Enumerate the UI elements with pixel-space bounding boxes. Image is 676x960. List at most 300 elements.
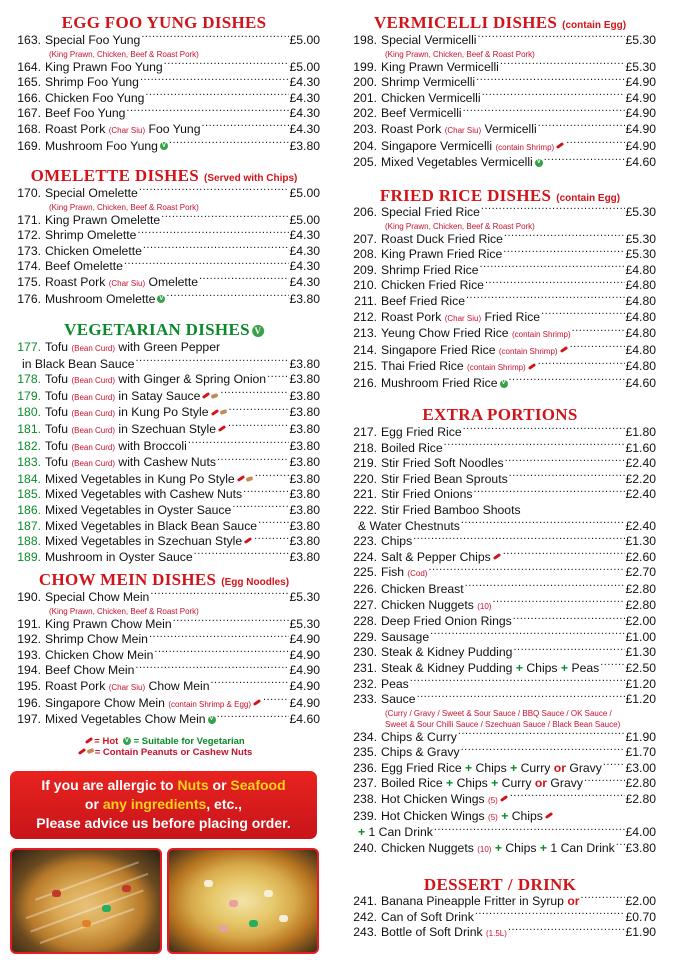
item-number: 170.: [17, 186, 41, 200]
item-price: £4.30: [289, 75, 320, 90]
item-price: £2.80: [625, 776, 656, 791]
item-price: £4.90: [289, 663, 320, 678]
item-price: £3.80: [289, 372, 320, 387]
item-number: 174.: [17, 259, 41, 274]
item-price: £4.30: [289, 90, 320, 105]
item-price: £2.40: [625, 518, 656, 533]
item-name-text: Tofu: [45, 388, 69, 403]
dot-leader: [465, 583, 625, 593]
menu-item: [8, 472, 320, 488]
menu-item: [344, 263, 656, 279]
item-number: 189.: [17, 549, 41, 564]
item-price: £1.70: [625, 745, 656, 760]
item-name-text: Bottle of Soft Drink: [381, 925, 483, 940]
item-name-text: Chicken Foo Yung: [45, 90, 145, 105]
menu-item: [8, 503, 320, 519]
item-name: [45, 696, 262, 713]
item-number: 208.: [353, 247, 377, 262]
dot-leader: [478, 34, 625, 44]
item-price: £4.80: [625, 342, 656, 357]
nut-icon: [245, 475, 253, 481]
item-note: (contain Shrimp): [467, 363, 526, 373]
menu-item: [344, 910, 656, 926]
hot-chili-icon: [85, 737, 93, 744]
item-description: (King Prawn, Chicken, Beef & Roast Pork): [49, 202, 199, 212]
item-price: £1.00: [625, 629, 656, 644]
item-number: 227.: [353, 597, 377, 612]
item-price: £5.30: [625, 205, 656, 219]
dot-leader: [584, 777, 625, 787]
legend: [8, 736, 320, 758]
item-name: [358, 825, 433, 841]
item-note: (Char Siu): [108, 682, 146, 692]
dot-leader: [616, 842, 625, 852]
item-price: £5.00: [289, 59, 320, 74]
hot-chili-icon: [493, 553, 501, 560]
hot-chili-icon: [210, 409, 218, 416]
item-name: [381, 582, 464, 598]
item-name: [381, 232, 503, 248]
dot-leader: [503, 248, 624, 258]
item-number: 200.: [353, 75, 377, 90]
item-description: (Curry / Gravy / Sweet & Sour Sauce / BBQ Sauce / OK Sauce /: [385, 708, 612, 718]
item-name-line2: in Black Bean Sauce: [22, 356, 135, 371]
item-price: £4.60: [289, 712, 320, 727]
item-number: 242.: [353, 909, 377, 924]
item-note: (1.5L): [486, 929, 507, 939]
item-name: [381, 761, 602, 777]
item-name: [381, 33, 477, 49]
item-name2: with Broccoli: [118, 438, 187, 453]
menu-item: [8, 292, 320, 308]
dot-leader: [202, 123, 289, 133]
item-name-text: Shrimp Chow Mein: [45, 632, 148, 647]
vegetarian-icon: V: [501, 379, 506, 386]
dot-leader: [228, 423, 289, 433]
item-price: £2.40: [625, 456, 656, 471]
item-note: (Char Siu): [444, 125, 482, 135]
item-name2: Chips: [475, 760, 507, 775]
legend-nuts: = Contain Peanuts or Cashew Nuts: [94, 747, 253, 758]
item-number: 204.: [353, 138, 377, 153]
item-price: £2.50: [625, 660, 656, 675]
item-name: [381, 534, 412, 550]
dot-leader: [513, 615, 625, 625]
item-number: 180.: [17, 405, 41, 420]
item-price: £4.80: [625, 278, 656, 293]
menu-item: [8, 455, 320, 472]
item-name-text: Mixed Vegetables in Black Bean Sauce: [45, 518, 258, 533]
item-name: [45, 534, 253, 550]
item-name: [45, 186, 138, 202]
item-number: 207.: [353, 231, 377, 246]
item-number: 185.: [17, 487, 41, 502]
item-name-text: Special Omelette: [45, 186, 138, 200]
vegetarian-icon: V: [252, 325, 264, 337]
menu-item: [8, 259, 320, 275]
item-plus2: +: [539, 840, 548, 855]
item-name2: Chow Mein: [148, 678, 210, 693]
dot-leader: [581, 895, 625, 905]
item-price: £3.80: [289, 138, 320, 153]
dot-leader: [510, 793, 625, 803]
dot-leader: [173, 618, 289, 628]
item-number: 175.: [17, 274, 41, 289]
dot-leader: [444, 442, 625, 452]
menu-item: [344, 310, 656, 327]
item-number: 184.: [17, 471, 41, 486]
item-price: £4.80: [625, 262, 656, 277]
dot-leader: [458, 731, 625, 741]
item-price: £1.30: [625, 534, 656, 549]
item-note: (5): [488, 812, 498, 822]
item-number: 167.: [17, 106, 41, 121]
item-name2: with Cashew Nuts: [118, 455, 216, 470]
item-note: (Bean Curd): [71, 344, 116, 353]
item-price: £5.00: [289, 212, 320, 227]
dot-leader: [254, 535, 288, 545]
item-note: (Char Siu): [444, 313, 482, 323]
item-number: 179.: [17, 388, 41, 403]
item-price: £3.80: [289, 487, 320, 502]
item-number: 172.: [17, 228, 41, 243]
item-name-text: Tofu: [45, 372, 69, 387]
item-price: £2.40: [625, 487, 656, 502]
item-name-line2: 1 Can Drink: [368, 825, 433, 840]
item-price: £4.90: [289, 632, 320, 647]
legend-vegetarian: = Suitable for Vegetarian: [133, 736, 245, 747]
item-number: 198.: [353, 33, 377, 47]
item-note: (contain Shrimp): [511, 330, 571, 340]
item-number: 191.: [17, 616, 41, 631]
section-heading: [62, 13, 267, 33]
item-number: 212.: [353, 309, 377, 324]
item-name: [45, 519, 257, 535]
item-price: £4.80: [625, 359, 656, 374]
item-name-text: Stir Fried Onions: [381, 487, 473, 502]
item-list: [8, 340, 320, 565]
item-name-text: Stir Fried Bamboo Shoots: [381, 502, 521, 517]
item-price: £4.90: [625, 90, 656, 105]
item-name-text: Hot Chicken Wings: [381, 792, 485, 807]
menu-item: [8, 487, 320, 503]
item-name: [381, 205, 480, 221]
item-name-text: Beef Omelette: [45, 259, 123, 274]
menu-item: [344, 472, 656, 488]
menu-item: [344, 730, 656, 746]
item-name-text: Yeung Chow Fried Rice: [381, 326, 509, 341]
dot-leader: [485, 279, 625, 289]
item-name3: Peas: [571, 660, 600, 675]
item-name-text: Mixed Vegetables Chow Mein: [45, 712, 206, 727]
section-subtitle: (Egg Noodles): [221, 577, 290, 588]
item-number: 239.: [353, 808, 377, 823]
item-number: 219.: [353, 456, 377, 471]
menu-item: [8, 405, 320, 422]
menu-item: [344, 614, 656, 630]
hot-chili-icon: [237, 475, 245, 482]
item-or: or: [567, 894, 580, 908]
item-price: £3.80: [625, 840, 656, 855]
item-or: or: [553, 760, 566, 775]
item-plus1: +: [501, 808, 509, 823]
item-number: 187.: [17, 518, 41, 533]
item-number: 240.: [353, 840, 377, 855]
dot-leader: [463, 107, 625, 117]
item-price: £4.30: [289, 121, 320, 136]
vegetarian-icon: V: [209, 716, 214, 723]
item-price: £5.30: [625, 59, 656, 74]
dot-leader: [544, 156, 625, 166]
dot-leader: [166, 293, 288, 303]
item-price: £5.30: [625, 231, 656, 246]
menu-item: [344, 106, 656, 122]
item-price: £3.80: [289, 388, 320, 403]
dot-leader: [566, 140, 624, 150]
menu-item: [344, 359, 656, 376]
item-number: 241.: [353, 894, 377, 908]
dot-leader: [140, 76, 289, 86]
item-list: [344, 33, 656, 171]
item-name: [381, 456, 504, 472]
item-name-text: Chicken Breast: [381, 581, 464, 596]
menu-item: [8, 696, 320, 713]
vegetarian-icon: V: [161, 142, 166, 149]
dot-leader: [217, 713, 289, 723]
item-price: £2.80: [625, 792, 656, 807]
dot-leader: [570, 344, 625, 354]
item-name2: Chips: [526, 660, 558, 675]
item-price: £1.20: [625, 676, 656, 691]
dot-leader: [267, 373, 288, 383]
item-price: £4.90: [289, 647, 320, 662]
item-note: (contain Shrimp & Egg): [168, 699, 252, 709]
item-name-text: Boiled Rice: [381, 776, 443, 791]
item-price: £1.20: [625, 692, 656, 707]
item-name-text: Hot Chicken Wings: [381, 808, 485, 823]
item-plus1: +: [515, 660, 523, 675]
item-description: (King Prawn, Chicken, Beef & Roast Pork): [49, 49, 199, 59]
item-name: [381, 730, 457, 746]
dot-leader: [434, 826, 625, 836]
legend-line-1: [8, 736, 320, 747]
dot-leader: [509, 377, 625, 387]
item-number: 214.: [353, 342, 377, 357]
menu-item: [344, 745, 656, 761]
item-list: [8, 33, 320, 154]
item-name-text: Peas: [381, 676, 409, 691]
dot-leader: [135, 358, 288, 368]
menu-item: [8, 422, 320, 439]
menu-item: [344, 661, 656, 677]
menu-item: [344, 761, 656, 777]
item-name-text: Beef Foo Yung: [45, 106, 126, 121]
menu-item: [8, 534, 320, 550]
item-name: [381, 425, 462, 441]
item-number: 182.: [17, 438, 41, 453]
dot-leader: [137, 229, 288, 239]
section-subtitle: (contain Egg): [556, 193, 621, 204]
item-name2: in Kung Po Style: [118, 405, 209, 420]
menu-item: [8, 213, 320, 229]
item-name: [45, 389, 219, 406]
menu-item: [344, 232, 656, 248]
section-heading: [31, 166, 298, 186]
section-title: VEGETARIAN DISHES: [64, 320, 250, 339]
dot-leader: [169, 140, 289, 150]
item-name: [45, 75, 139, 91]
menu-item: [344, 825, 656, 841]
item-name-text: Chicken Vermicelli: [381, 90, 481, 105]
item-number: 168.: [17, 121, 41, 136]
item-name: [381, 472, 508, 488]
menu-item: [8, 33, 320, 49]
item-name-text: Fish: [381, 565, 405, 580]
item-name: [381, 565, 427, 582]
dot-leader: [473, 488, 624, 498]
menu-item: [8, 632, 320, 648]
item-name: [45, 679, 210, 696]
item-name-text: Roast Pork: [45, 274, 106, 289]
item-name: [381, 925, 507, 942]
section-title: EGG FOO YUNG DISHES: [61, 13, 267, 32]
menu-item: [8, 372, 320, 389]
item-price: £2.00: [625, 894, 656, 908]
item-number: 169.: [17, 138, 41, 153]
item-name-text: Stir Fried Soft Noodles: [381, 456, 504, 471]
dot-leader: [428, 566, 624, 576]
item-name: [381, 809, 554, 826]
dot-leader: [476, 76, 624, 86]
item-number: 218.: [353, 440, 377, 455]
item-name-text: Salt & Pepper Chips: [381, 549, 491, 564]
item-name: [45, 590, 149, 606]
item-name: [45, 632, 148, 648]
dot-leader: [492, 599, 624, 609]
item-name: [45, 244, 142, 260]
item-number: 165.: [17, 75, 41, 90]
allergy-line-2: or any ingredients, etc.,: [84, 796, 243, 812]
menu-item: [344, 582, 656, 598]
section-title: VERMICELLI DISHES: [373, 13, 558, 32]
dot-leader: [188, 440, 289, 450]
item-name4: Gravy: [550, 776, 583, 791]
item-number: 205.: [353, 155, 377, 170]
item-name: [45, 33, 140, 49]
hot-chili-icon: [253, 699, 261, 706]
item-name: [45, 228, 136, 244]
item-name-text: Shrimp Vermicelli: [381, 75, 476, 90]
item-number: 235.: [353, 745, 377, 760]
menu-item: [344, 278, 656, 294]
menu-item: [344, 487, 656, 503]
menu-item: [344, 503, 656, 519]
section-title-2: DRINK: [517, 875, 577, 894]
item-name: [45, 439, 187, 456]
item-price: £1.90: [625, 925, 656, 940]
item-name: [381, 677, 409, 693]
item-note: (Bean Curd): [71, 409, 116, 419]
item-price: £1.60: [625, 440, 656, 455]
item-name: [381, 645, 512, 661]
item-price: £4.90: [625, 106, 656, 121]
dot-leader: [600, 662, 624, 672]
menu-item: [8, 617, 320, 633]
item-name: [381, 745, 460, 761]
item-number: 197.: [17, 712, 41, 727]
item-name: [45, 213, 160, 229]
menu-item: [344, 60, 656, 76]
section-heading: [380, 186, 620, 206]
menu-item: [8, 275, 320, 292]
item-list: [344, 205, 656, 392]
section-heading: [424, 875, 576, 895]
section-title: OMELETTE DISHES: [30, 166, 200, 185]
item-name2: Vermicelli: [484, 121, 537, 136]
item-price: £4.80: [625, 326, 656, 341]
item-price: £3.80: [289, 438, 320, 453]
section-subtitle: (Served with Chips): [204, 173, 298, 184]
menu-item: [344, 925, 656, 942]
item-name: [381, 91, 481, 107]
menu-item: [8, 519, 320, 535]
item-name: [45, 648, 153, 664]
legend-line-2: [8, 747, 320, 758]
dot-leader: [258, 520, 288, 530]
hot-chili-icon: [244, 537, 252, 544]
item-note: (5): [488, 796, 498, 806]
item-price: £2.80: [625, 597, 656, 612]
item-number: 163.: [17, 33, 41, 47]
dot-leader: [164, 61, 289, 71]
item-number: 217.: [353, 425, 377, 439]
item-name-text: Singapore Fried Rice: [381, 342, 496, 357]
section-title: FRIED RICE DISHES: [379, 186, 552, 205]
vegetarian-icon: V: [159, 295, 164, 302]
menu-item: [344, 565, 656, 582]
menu-item: [344, 326, 656, 343]
item-price: £5.30: [289, 590, 320, 604]
dot-leader: [149, 633, 289, 643]
item-name-text: Shrimp Fried Rice: [381, 262, 479, 277]
item-list: [8, 590, 320, 728]
dot-leader: [481, 206, 625, 216]
menu-item: [344, 677, 656, 693]
menu-item: [344, 139, 656, 156]
menu-item: [344, 376, 656, 392]
item-name: [381, 487, 472, 503]
item-name: [381, 841, 615, 858]
menu-item: [344, 294, 656, 310]
menu-item: [8, 648, 320, 664]
item-name: [45, 487, 242, 503]
item-price: £2.80: [625, 581, 656, 596]
item-number: 178.: [17, 372, 41, 387]
item-name4: Gravy: [569, 760, 602, 775]
item-name: [45, 372, 266, 389]
section-heading: [39, 570, 289, 590]
item-price: £4.80: [625, 293, 656, 308]
item-name: [22, 357, 134, 373]
dot-leader: [475, 911, 625, 921]
item-number: 233.: [353, 692, 377, 707]
menu-item: [344, 155, 656, 171]
item-name-text: Special Chow Mein: [45, 590, 150, 604]
item-note: (10): [477, 844, 492, 854]
item-number: 221.: [353, 487, 377, 502]
item-price: £2.20: [625, 471, 656, 486]
dot-leader: [461, 746, 625, 756]
